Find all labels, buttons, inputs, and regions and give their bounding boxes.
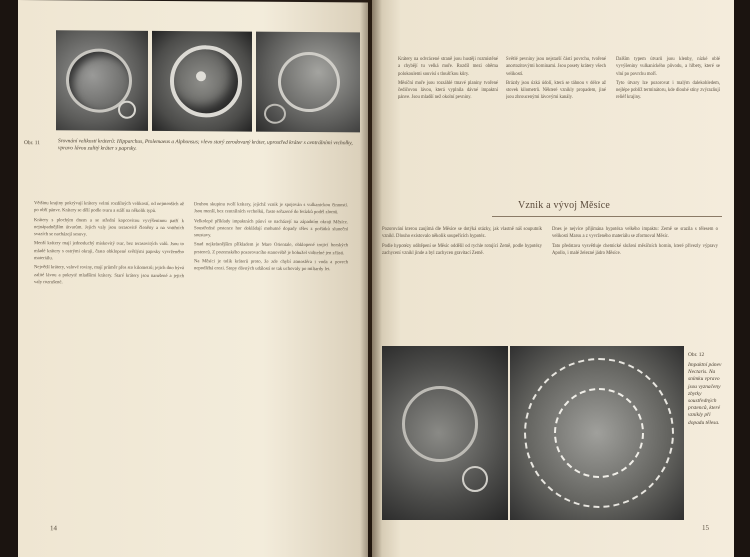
crater-rim-icon: [278, 52, 340, 112]
basin-photo-left: [382, 346, 508, 520]
paragraph: Brázdy jsou úzká údolí, která se táhnou v délce až stovek kilometrů. Některé vznikly propadem, jiné jsou zhroucenými lávovými kanály.: [506, 80, 606, 101]
paragraph: Snad nejkrásnějším příkladem je Mare Orientale, obklopené trojicí horských prstenců. Z pozemského pozorovacího stanoviště je bohužel viditelné jen zčásti.: [194, 242, 348, 257]
page-number: 15: [702, 524, 709, 532]
paragraph: Krátery na odvrácené straně jsou hustěji rozmístěné a chybějí tu velká moře. Rozdíl mezi oběma polokoulemi souvisí s tloušťkou kůry.: [398, 57, 498, 77]
crater-rim-icon: [170, 45, 242, 118]
top-column-3: [616, 56, 720, 174]
crater-photo-1: [56, 30, 148, 131]
mid-column-2: [552, 226, 718, 326]
paragraph: Tato představa vysvětluje chemické složení měsíčních hornin, které přivezly výpravy Apollo, i malé železné jádro Měsíce.: [552, 243, 718, 256]
body-column-1: [34, 200, 184, 511]
page-number: 14: [50, 524, 57, 533]
paragraph: Krátery s plochým dnem a se střední kopcovitou vyvýšeninou patří k nejnápadnějším útvarům. Jejich valy jsou terasovitě členěny a na vnitřních svazích se nacházejí sesuvy.: [34, 217, 184, 238]
body-column-2: [194, 201, 348, 512]
mid-column-1: [382, 226, 542, 326]
book-gutter: [360, 0, 382, 557]
paragraph: Největší krátery, valové roviny, mají průměr přes sto kilometrů; jejich dno bývá zalité lávou a pokryté mladšími krátery. Staré krátery jsou narušené a jejich valy rozrušené.: [34, 265, 184, 286]
figure-label: Obr. 12: [688, 352, 705, 358]
right-page: [372, 0, 734, 557]
basin-ring-inner-icon: [554, 388, 644, 478]
paragraph: Pozorování kterou zaujímá dle Měsíce se dotýká otázky, jak vlastně náš souputník vznikl. Dlouho existovalo několik soupeřících hypotéz.: [382, 227, 542, 240]
left-page: [18, 0, 368, 557]
figure-caption: Srovnání velikosti kráterů: Hipparchus, Ptolemaeus a Alphonsus; vlevo starý zerodovaný kráter, uprostřed kráter s centrálními vrcholky, vpravo lávou zalitý kráter s paprsky.: [58, 138, 353, 153]
paragraph: Tyto útvary lze pozorovat i malým dalekohledem, nejlépe poblíž terminátoru, kde dlouhé stíny zvýrazňují reliéf krajiny.: [616, 80, 720, 101]
crater-small-icon: [118, 101, 136, 119]
figure-caption: Impaktní pánev Nectaris. Na snímku vpravo jsou vyznačeny zbytky soustředných prstenců, které vznikly při dopadu tělesa.: [688, 362, 722, 426]
paragraph: Dalším typem útvarů jsou klenby, nízké oblé vyvýšeniny vulkanického původu, a hřbety, které se vlní po povrchu moří.: [616, 57, 720, 77]
heading-rule: [492, 216, 722, 217]
basin-photo-right: [510, 346, 684, 520]
paragraph: Menší krátery mají jednoduchý miskovitý tvar, bez terasovitých valů. Jsou to mladé krátery s ostrými okraji, často obklopené světlými paprsky vyvrženého materiálu.: [34, 241, 184, 262]
paragraph: Velkolepé příklady impaktních pánví se nacházejí na západním okraji Měsíce. Soustředné prstence hor dokládají mohutné dopady těles z počátků sluneční soustavy.: [194, 218, 348, 239]
crater-photo-3: [256, 32, 360, 133]
paragraph: Měsíční moře jsou rozsáhlé tmavé planiny tvořené čedičovou lávou, která vyplnila dávné impaktní pánve. Jsou mladší než okolní pevniny.: [398, 80, 498, 101]
crater-photo-2: [152, 31, 252, 132]
central-peak-icon: [196, 71, 206, 81]
section-heading: Vznik a vývoj Měsíce: [518, 200, 611, 211]
crater-small-icon: [462, 466, 488, 492]
paragraph: Většinu krajiny pokrývají krátery velmi rozdílných velikostí, od nejmenších až po obří pánve. Krátery se dělí podle tvaru a stáří na několik typů.: [34, 201, 184, 215]
paragraph: Druhou skupinu tvoří krátery, jejichž vznik je spojován s vulkanickou činností. Jsou menší, bez centrálních vrcholků, často seřazené do řetízků podél zlomů.: [194, 202, 348, 216]
crater-rim-icon: [402, 386, 478, 462]
crater-small-icon: [264, 104, 286, 124]
paragraph: Podle hypotézy odštěpení se Měsíc oddělil od rychle rotující Země, podle hypotézy zachycení vznikl jinde a byl zachycen gravitací Země.: [382, 243, 542, 256]
figure-label: Obr. 11: [24, 140, 40, 147]
paragraph: Na Měsíci je tolik kráterů proto, že zde chybí atmosféra i voda a povrch nepodléhá erozi. Stopy dávných událostí se tak uchovaly po miliardy let.: [194, 259, 348, 273]
paragraph: Dnes je nejvíce přijímána hypotéza velkého impaktu: Země se srazila s tělesem o velikosti Marsu a z vyvrženého materiálu se zformoval Měsíc.: [552, 227, 718, 240]
top-column-2: [506, 56, 606, 174]
top-column-1: [398, 56, 498, 174]
paragraph: Světlé pevniny jsou nejstarší částí povrchu, tvořené anortozitovými horninami. Jsou posety krátery všech velikostí.: [506, 57, 606, 77]
